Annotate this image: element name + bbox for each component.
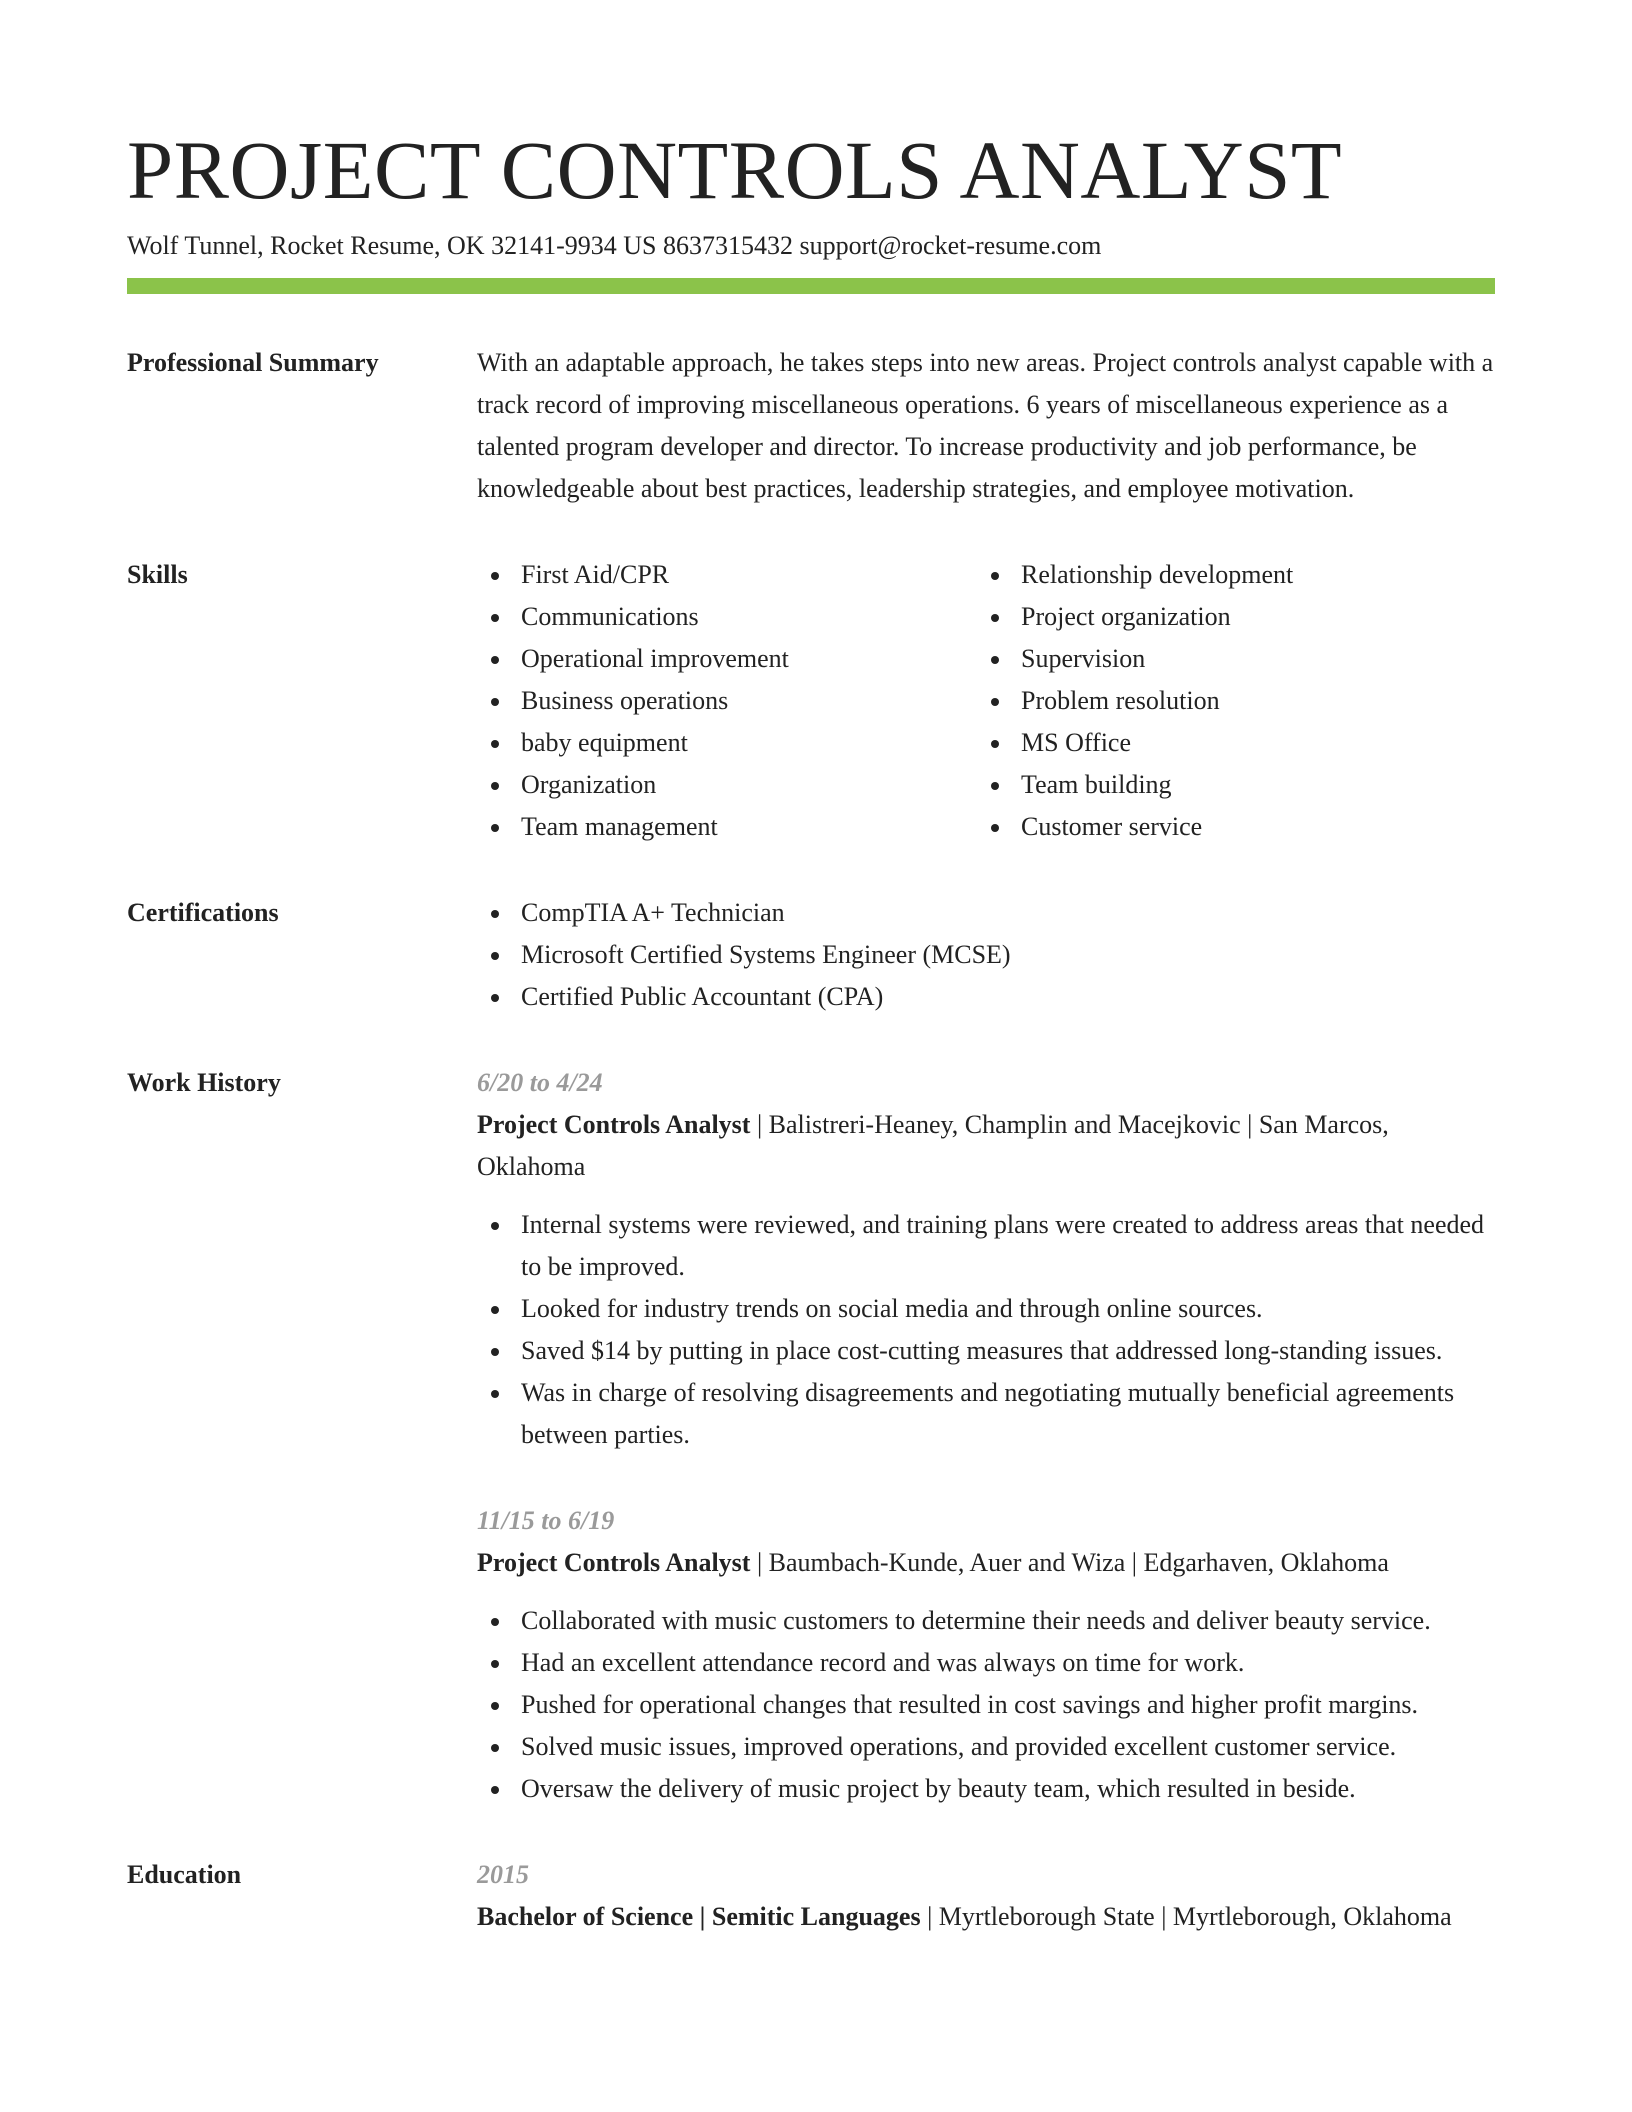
skill-item: baby equipment <box>477 722 977 764</box>
contact-line: Wolf Tunnel, Rocket Resume, OK 32141-9934 US 8637315432 support@rocket-resume.com <box>127 231 1102 260</box>
skill-item: Business operations <box>477 680 977 722</box>
resume-title: PROJECT CONTROLS ANALYST <box>127 124 1343 216</box>
certification-item: CompTIA A+ Technician <box>477 892 1495 934</box>
job-duty-item: Internal systems were reviewed, and training plans were created to address areas that needed to be improved. <box>477 1204 1495 1288</box>
job-header <box>477 1542 1495 1584</box>
job-dates: 11/15 to 6/19 <box>477 1506 615 1535</box>
skill-item: Supervision <box>977 638 1477 680</box>
job-duties <box>477 1600 1495 1810</box>
certification-item: Microsoft Certified Systems Engineer (MCSE) <box>477 934 1495 976</box>
job-entry <box>477 1062 1495 1456</box>
skill-item: MS Office <box>977 722 1477 764</box>
job-duty-item: Pushed for operational changes that resulted in cost savings and higher profit margins. <box>477 1684 1495 1726</box>
skill-item: Organization <box>477 764 977 806</box>
summary-heading: Professional Summary <box>127 348 379 377</box>
job-entry <box>477 1500 1495 1810</box>
summary-text: With an adaptable approach, he takes steps into new areas. Project controls analyst capable with a track record of improving miscellaneous operations. 6 years of miscellaneous experience as a talented program developer and director. To increase productivity and job performance, be knowledgeable about best practices, leadership strategies, and employee motivation. <box>477 348 1494 503</box>
skill-item: Relationship development <box>977 554 1477 596</box>
skill-item: Operational improvement <box>477 638 977 680</box>
job-employer: | Balistreri-Heaney, Champlin and Macejkovic | San Marcos, Oklahoma <box>477 1110 1389 1181</box>
certifications-section <box>127 892 1495 1018</box>
job-dates: 6/20 to 4/24 <box>477 1068 603 1097</box>
skill-item: Team management <box>477 806 977 848</box>
certifications-list <box>477 892 1495 1018</box>
job-duty-item: Collaborated with music customers to determine their needs and deliver beauty service. <box>477 1600 1495 1642</box>
skill-item: Problem resolution <box>977 680 1477 722</box>
work-history-section <box>127 1062 1495 1810</box>
job-header <box>477 1104 1495 1188</box>
education-year: 2015 <box>477 1860 529 1889</box>
skills-list-left <box>477 554 977 848</box>
education-section <box>127 1854 1495 1938</box>
work-history-heading: Work History <box>127 1068 281 1097</box>
job-duties <box>477 1204 1495 1456</box>
job-employer: | Baumbach-Kunde, Auer and Wiza | Edgarhaven, Oklahoma <box>750 1548 1389 1577</box>
education-line <box>477 1896 1495 1938</box>
skill-item: Team building <box>977 764 1477 806</box>
skill-item: Communications <box>477 596 977 638</box>
summary-section <box>127 342 1495 510</box>
skill-item: Customer service <box>977 806 1477 848</box>
job-duty-item: Had an excellent attendance record and was always on time for work. <box>477 1642 1495 1684</box>
skill-item: Project organization <box>977 596 1477 638</box>
job-position: Project Controls Analyst <box>477 1548 751 1577</box>
job-duty-item: Oversaw the delivery of music project by beauty team, which resulted in beside. <box>477 1768 1495 1810</box>
skills-heading: Skills <box>127 560 188 589</box>
skill-item: First Aid/CPR <box>477 554 977 596</box>
skills-section <box>127 554 1495 848</box>
education-heading: Education <box>127 1860 242 1889</box>
job-position: Project Controls Analyst <box>477 1110 751 1139</box>
job-duty-item: Solved music issues, improved operations, and provided excellent customer service. <box>477 1726 1495 1768</box>
job-duty-item: Looked for industry trends on social media and through online sources. <box>477 1288 1495 1330</box>
certification-item: Certified Public Accountant (CPA) <box>477 976 1495 1018</box>
job-duty-item: Was in charge of resolving disagreements and negotiating mutually beneficial agreements between parties. <box>477 1372 1495 1456</box>
resume-page <box>127 120 1495 1938</box>
education-school: | Myrtleborough State | Myrtleborough, Oklahoma <box>920 1902 1452 1931</box>
job-duty-item: Saved $14 by putting in place cost-cutting measures that addressed long-standing issues. <box>477 1330 1495 1372</box>
accent-divider <box>127 278 1495 294</box>
education-degree: Bachelor of Science | Semitic Languages <box>477 1902 921 1931</box>
certifications-heading: Certifications <box>127 898 279 927</box>
skills-list-right <box>977 554 1477 848</box>
